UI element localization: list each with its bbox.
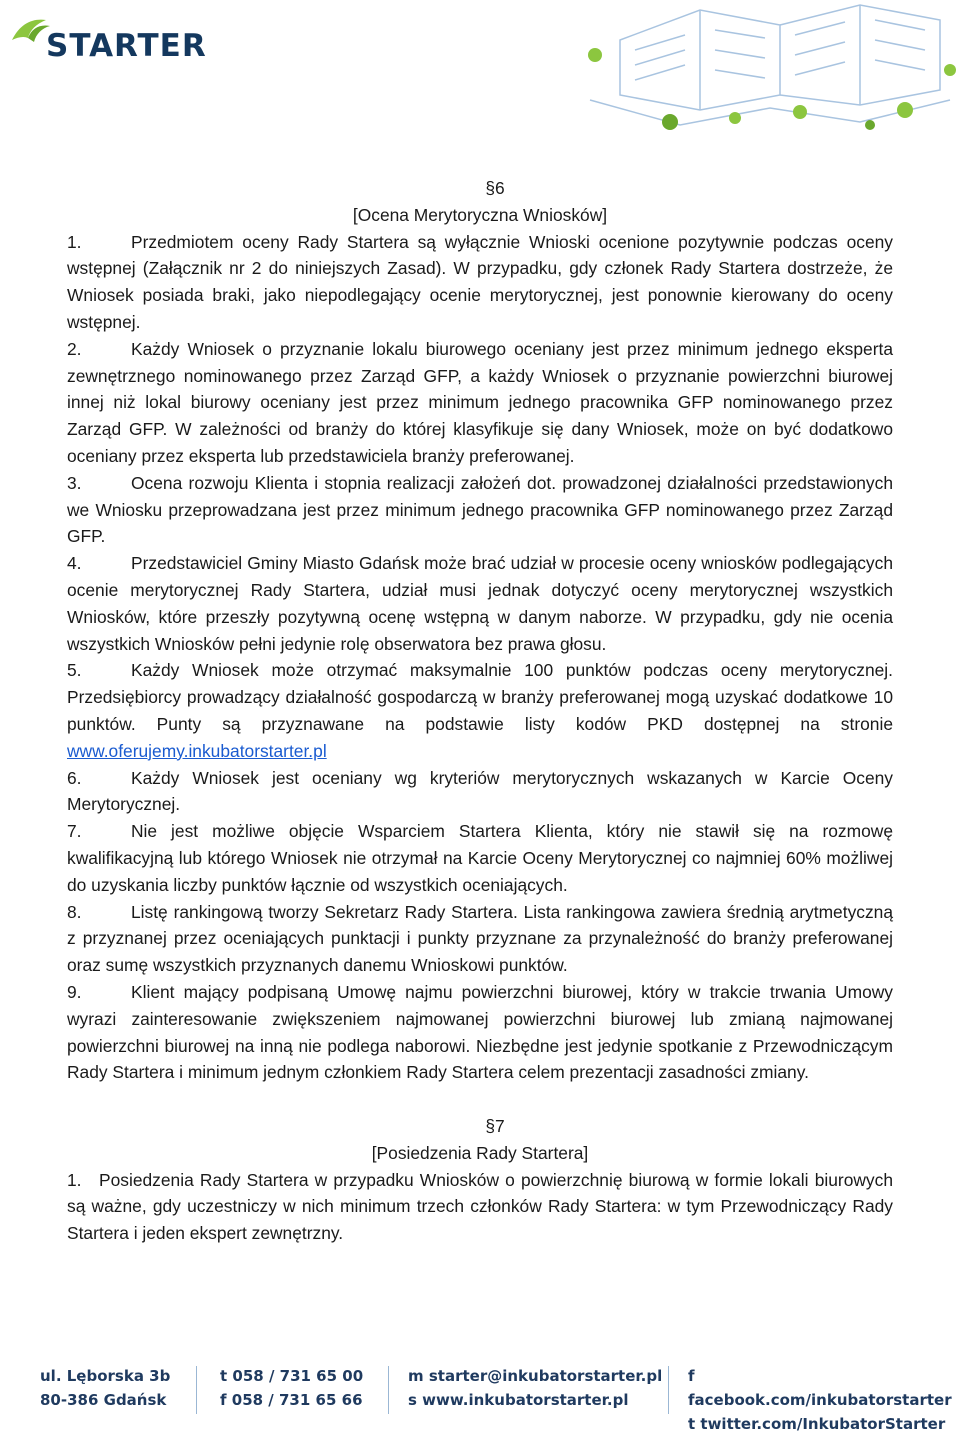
footer-divider [388, 1366, 389, 1414]
phone-icon: t [220, 1367, 228, 1385]
page-footer [0, 1352, 960, 1433]
document-body [67, 175, 893, 1247]
email-link[interactable]: starter@inkubatorstarter.pl [428, 1367, 663, 1385]
section-6-item-9: 9. Klient mający podpisaną Umowę najmu powierzchni biurowej, który w trakcie trwania Umowy wyrazi zainteresowanie zwiększeniem najmowanej powierzchni biurowej lub zmianą najmowanej powierzchni biurowej na inną nie podlega naborowi. Niezbędne jest jedynie spotkanie z Przewodniczącym Rady Startera i minimum jednym członkiem Rady Startera celem prezentacji zasadności zmiany. [67, 981, 893, 1083]
web-icon: s [408, 1391, 417, 1409]
footer-divider [668, 1366, 669, 1414]
pkd-list-link[interactable]: www.oferujemy.inkubatorstarter.pl [67, 740, 327, 761]
twitter-icon: t [688, 1415, 696, 1433]
section-6-title: [Ocena Merytoryczna Wniosków] [352, 204, 608, 225]
address-street: ul. Lęborska 3b [40, 1367, 171, 1385]
website-link[interactable]: www.inkubatorstarter.pl [422, 1391, 629, 1409]
building-illustration [560, 0, 960, 140]
fax-icon: f [220, 1391, 227, 1409]
page-header [0, 0, 960, 140]
section-6-item-2: 2. Każdy Wniosek o przyznanie lokalu biurowego oceniany jest przez minimum jednego eksperta zewnętrznego nominowanego przez Zarząd GFP, a każdy Wniosek o przyznanie powierzchni biurowej innej niż lokal biurowy oceniany jest przez minimum jednego pracownika GFP nominowanego przez Zarząd GFP. W zależności od branży do której klasyfikuje się dany Wniosek, może on być dodatkowo oceniany przez eksperta lub przedstawiciela branży preferowanej. [67, 338, 893, 466]
footer-divider [196, 1366, 197, 1414]
section-6-item-7: 7. Nie jest możliwe objęcie Wsparciem Startera Klienta, który nie stawił się na rozmowę kwalifikacyjną lub którego Wniosek nie otrzymał na Karcie Oceny Merytorycznej co najmniej 60% możliwej do uzyskania liczby punktów łącznie od wszystkich oceniających. [67, 821, 893, 895]
footer-address [40, 1364, 170, 1412]
footer-phones [220, 1364, 363, 1412]
starter-logo [6, 6, 206, 66]
fax-number: 058 / 731 65 66 [231, 1391, 363, 1409]
section-7-title: [Posiedzenia Rady Startera] [371, 1142, 589, 1163]
facebook-link[interactable]: facebook.com/inkubatorstarter [688, 1391, 952, 1409]
address-city: 80-386 Gdańsk [40, 1391, 167, 1409]
section-7-item-1: 1. Posiedzenia Rady Startera w przypadku Wniosków o powierzchnię biurową w formie lokali biurowych są ważne, gdy uczestniczy w nich minimum trzech członków Rady Startera: w tym Przewodniczący Rady Startera i jeden ekspert zewnętrzny. [67, 1169, 893, 1244]
section-6-item-3: 3. Ocena rozwoju Klienta i stopnia realizacji założeń dot. prowadzonej działalności przedstawionych we Wniosku przeprowadzana jest przez minimum jednego pracownika GFP nominowanego przez Zarząd GFP. [67, 472, 893, 547]
section-6-item-5: 5. Każdy Wniosek może otrzymać maksymalnie 100 punktów podczas oceny merytorycznej. Przedsiębiorcy prowadzący działalność gospodarczą w branży preferowanej mogą uzyskać dodatkowe 10 punktów. Punty są przyznawane na podstawie listy kodów PKD dostępnej na stronie www.oferujemy.inkubatorstarter.pl [67, 660, 893, 761]
brand-wordmark: STARTER [46, 28, 207, 64]
section-6-item-6: 6. Każdy Wniosek jest oceniany wg kryteriów merytorycznych wskazanych w Karcie Oceny Merytorycznej. [67, 767, 893, 815]
section-6-item-1: 1. Przedmiotem oceny Rady Startera są wyłącznie Wnioski ocenione pozytywnie podczas oceny wstępnej (Załącznik nr 2 do niniejszych Zasad). W przypadku, gdy członek Rady Startera dostrzeże, że Wniosek posiada braki, jako niepodlegający ocenie merytorycznej, jest ponownie kierowany do oceny wstępnej. [67, 231, 893, 332]
section-6-number: §6 [485, 178, 505, 198]
phone-number[interactable]: 058 / 731 65 00 [232, 1367, 364, 1385]
footer-contact [408, 1364, 662, 1412]
mail-icon: m [408, 1367, 424, 1385]
section-7-number: §7 [485, 1116, 505, 1137]
twitter-link[interactable]: twitter.com/InkubatorStarter [700, 1415, 946, 1433]
section-6-item-4: 4. Przedstawiciel Gminy Miasto Gdańsk może brać udział w procesie oceny wniosków podlegających ocenie merytorycznej Rady Startera, udział musi jednak dotyczyć oceny merytorycznej wszystkich Wniosków, które przeszły pozytywną ocenę wstępną w danym naborze. W przypadku, gdy nie ocenia wszystkich Wniosków pełni jedynie rolę obserwatora bez prawa głosu. [67, 553, 893, 654]
footer-social [688, 1364, 960, 1436]
section-6-item-8: 8. Listę rankingową tworzy Sekretarz Rady Startera. Lista rankingowa zawiera średnią arytmetyczną z przyznanej przez oceniających punktacji i punkty przyznane za przynależność do branży preferowanej oraz sumę wszystkich przyznanych danemu Wnioskowi punktów. [67, 901, 893, 976]
facebook-icon: f [688, 1367, 695, 1385]
